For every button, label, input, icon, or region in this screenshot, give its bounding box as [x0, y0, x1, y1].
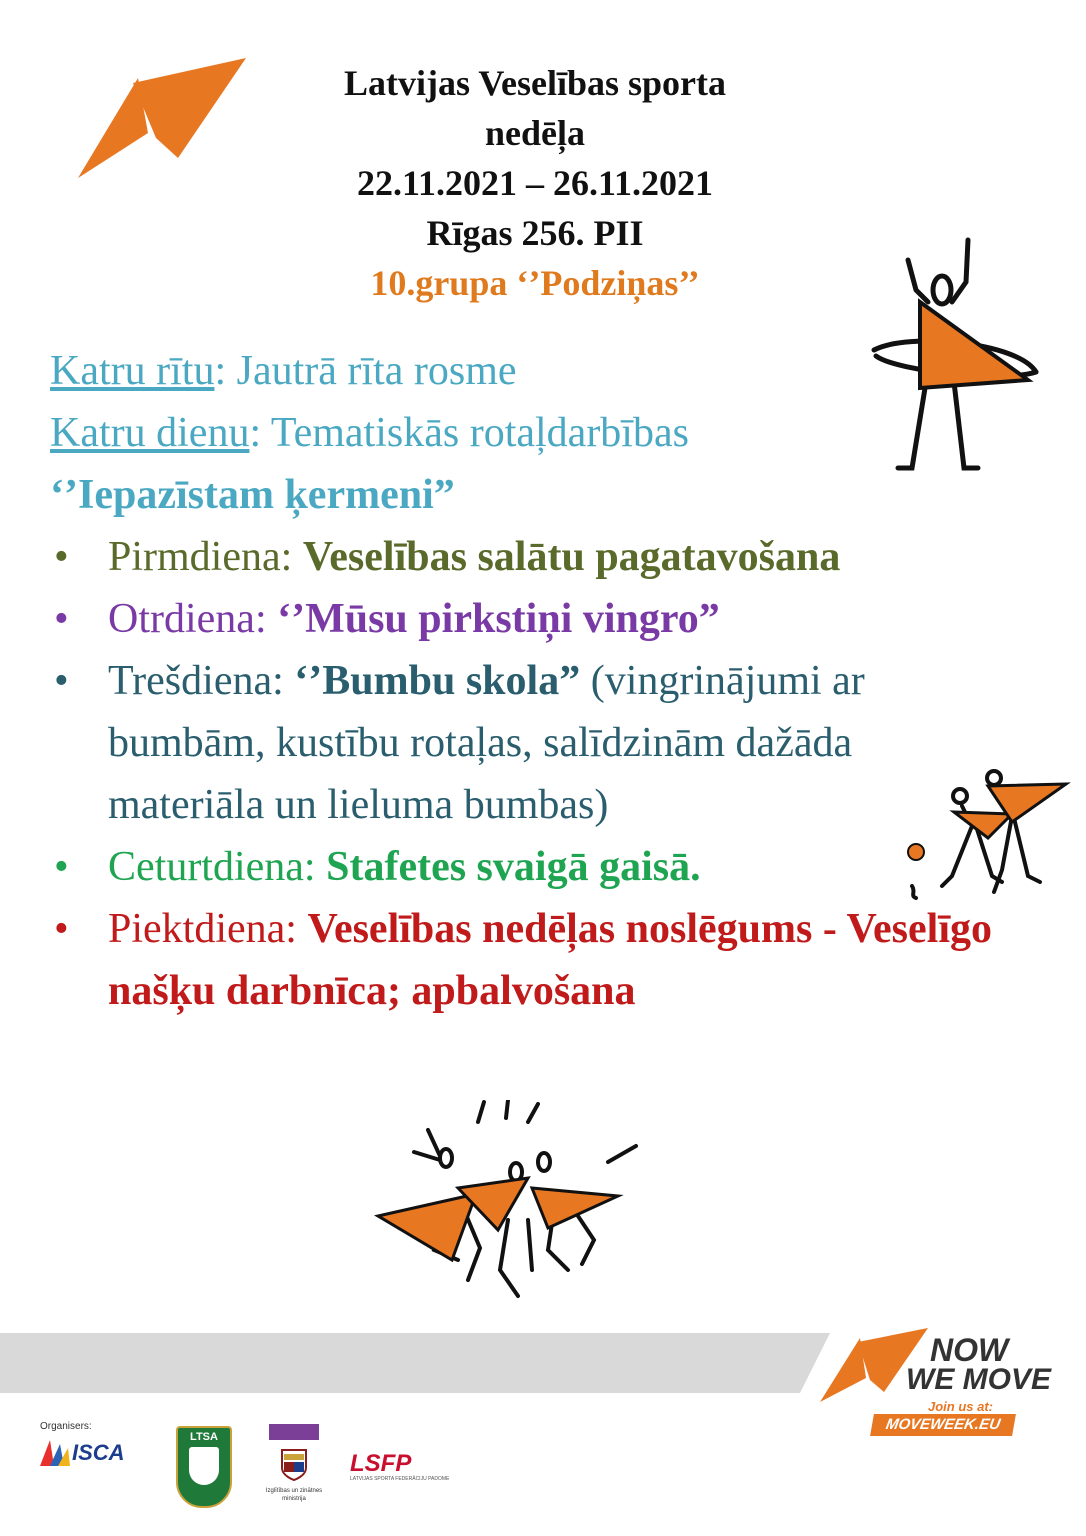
list-item-friday [50, 898, 1068, 1022]
ltsa-logo-text: LTSA [190, 1431, 218, 1443]
day-activity: Stafetes svaigā gaisā. [326, 844, 701, 890]
day-label: Otrdiena: [108, 596, 278, 642]
school-name: Rīgas 256. PII [426, 213, 644, 253]
dates: 22.11.2021 – 26.11.2021 [356, 163, 714, 203]
isca-logo-text: ISCA [72, 1440, 125, 1465]
day-activity: Veselības salātu pagatavošana [302, 534, 841, 580]
izm-logo [262, 1424, 326, 1514]
day-label: Trešdiena: [108, 658, 295, 704]
day-extra: (vingrinājumi ar bumbām, kustību rotaļas, salīdzinām dažāda materiāla un lieluma bumbas) [108, 658, 865, 828]
every-day-text: : Tematiskās rotaļdarbības [249, 410, 689, 456]
bullet: • [54, 906, 69, 952]
list-item-tuesday [50, 588, 1050, 650]
bullet: • [54, 534, 69, 580]
now-label: NOW [930, 1332, 1009, 1368]
moveweek-logo-mark [78, 58, 250, 182]
list-item-wednesday [50, 650, 988, 836]
day-label: Ceturtdiena: [108, 844, 327, 890]
bullet: • [54, 844, 69, 890]
group-name: 10.grupa ‘’Podziņas’’ [370, 263, 700, 303]
moveweek-url[interactable]: MOVEWEEK.EU [870, 1414, 1016, 1436]
day-list [50, 526, 1050, 1022]
every-morning-label: Katru rītu [50, 348, 215, 394]
ltsa-logo [176, 1426, 232, 1508]
schedule [50, 340, 1050, 1022]
title-line-2: nedēļa [484, 113, 585, 153]
day-label: Pirmdiena: [108, 534, 303, 580]
header [230, 58, 840, 308]
day-label: Piektdiena: [108, 906, 308, 952]
every-day-label: Katru dienu [50, 410, 250, 456]
lsfp-logo-text: LSFP [350, 1450, 412, 1477]
coat-of-arms-icon [274, 1446, 314, 1482]
every-day-line [50, 402, 1050, 464]
izm-caption: Izglītības un zinātnes ministrija [265, 1488, 323, 1502]
every-morning-line [50, 340, 1050, 402]
isca-logo-mark-icon [40, 1440, 70, 1466]
list-item-monday [50, 526, 1050, 588]
theme-title: ‘’Iepazīstam ķermeni” [50, 472, 455, 518]
lsfp-caption: LATVIJAS SPORTA FEDERĀCIJU PADOME [350, 1476, 450, 1482]
celebrating-figures-illustration [368, 1100, 648, 1300]
day-activity: ‘’Mūsu pirkstiņi vingro” [277, 596, 720, 642]
day-activity: ‘’Bumbu skola” [294, 658, 581, 704]
isca-logo [40, 1440, 140, 1468]
every-morning-text: : Jautrā rīta rosme [214, 348, 517, 394]
organisers-label: Organisers: [40, 1421, 92, 1432]
ball-players-illustration [902, 766, 1072, 900]
day-activity: Veselības nedēļas noslēgums - Veselīgo našķu darbnīca; apbalvošana [108, 906, 992, 1014]
list-item-thursday [50, 836, 1050, 898]
lsfp-logo [350, 1452, 460, 1484]
title-line-1: Latvijas Veselības sporta [343, 63, 727, 103]
bullet: • [54, 658, 69, 704]
bullet: • [54, 596, 69, 642]
join-us-label: Join us at: [928, 1399, 994, 1414]
we-move-label: WE MOVE [906, 1363, 1052, 1396]
